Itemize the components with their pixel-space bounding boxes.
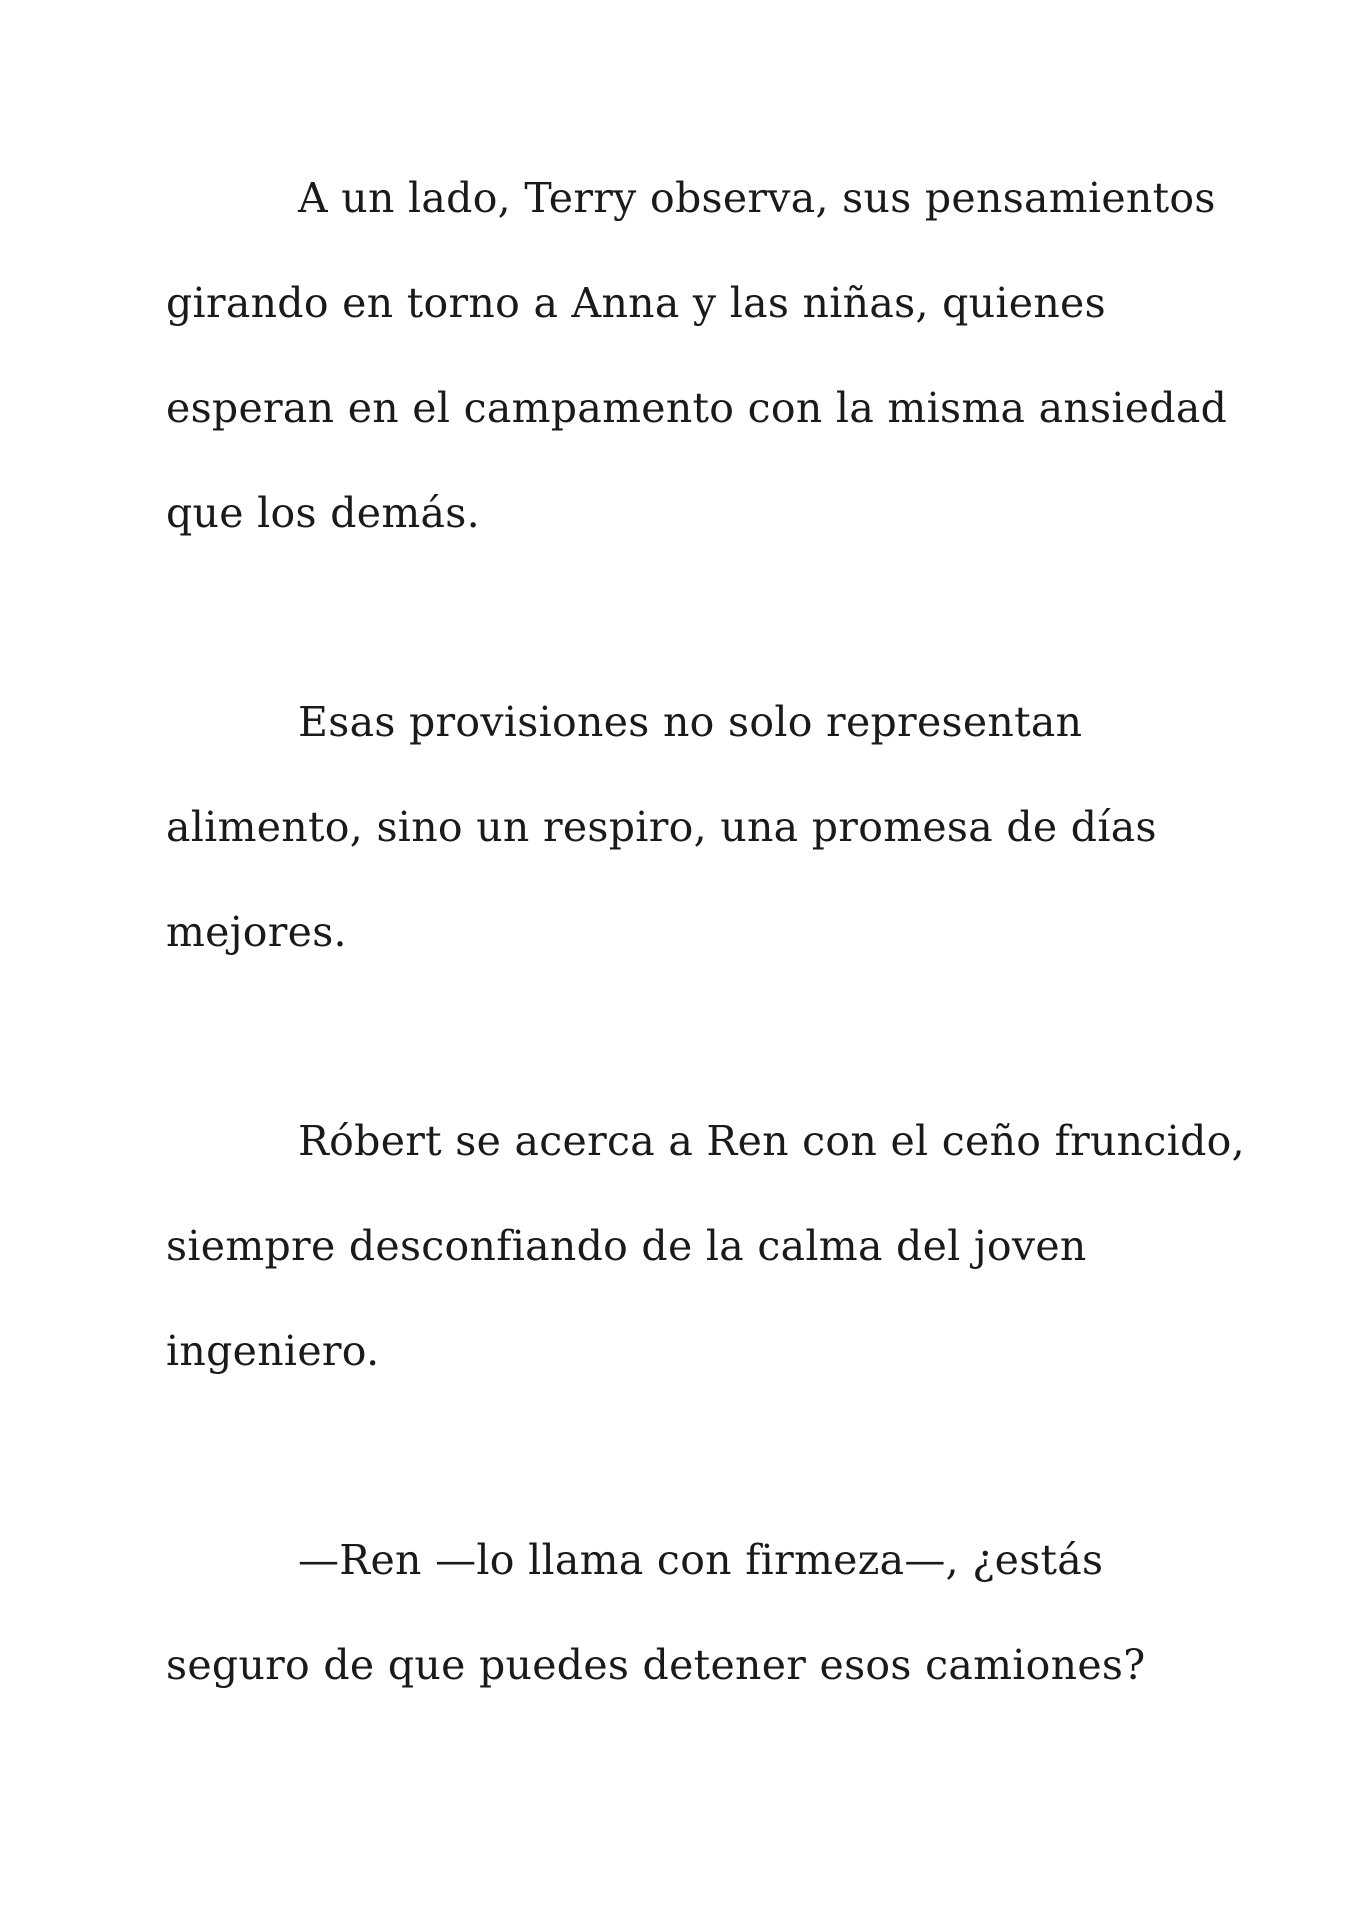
paragraph-3-line-3: ingeniero. bbox=[166, 1327, 380, 1375]
paragraph-2-line-1: Esas provisiones no solo representan bbox=[298, 698, 1083, 746]
paragraph-4-line-2: seguro de que puedes detener esos camiones? bbox=[166, 1641, 1146, 1689]
paragraph-3-line-2: siempre desconfiando de la calma del joven bbox=[166, 1222, 1087, 1270]
paragraph-1-line-1: A un lado, Terry observa, sus pensamientos bbox=[298, 174, 1216, 222]
paragraph-2-line-2: alimento, sino un respiro, una promesa de días bbox=[166, 803, 1157, 851]
paragraph-1-line-2: girando en torno a Anna y las niñas, quienes bbox=[166, 279, 1106, 327]
paragraph-1-line-4: que los demás. bbox=[166, 489, 480, 537]
paragraph-4-line-1: —Ren —lo llama con firmeza—, ¿estás bbox=[298, 1536, 1104, 1584]
paragraph-3-line-1: Róbert se acerca a Ren con el ceño fruncido, bbox=[298, 1117, 1245, 1165]
paragraph-2-line-3: mejores. bbox=[166, 908, 347, 956]
paragraph-1-line-3: esperan en el campamento con la misma ansiedad bbox=[166, 384, 1228, 432]
